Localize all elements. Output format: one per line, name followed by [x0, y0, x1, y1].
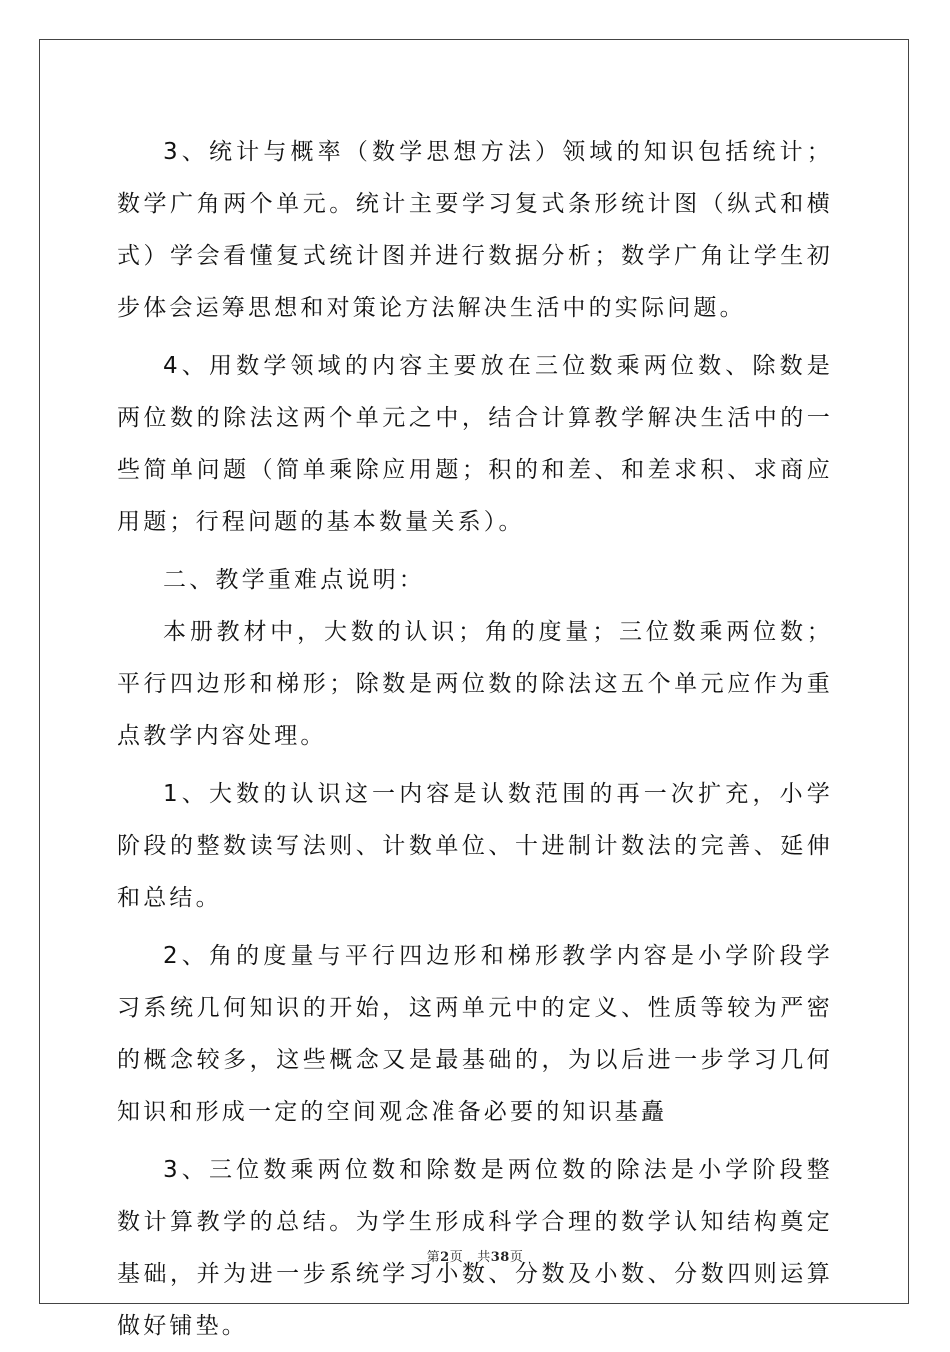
page-footer	[0, 1246, 950, 1265]
section-heading-key-points: 二、教学重难点说明：	[163, 567, 425, 593]
paragraph-large-numbers: 1、大数的认识这一内容是认数范围的再一次扩充，小学阶段的整数读写法则、计数单位、十进制计数法的完善、延伸和总结。	[117, 781, 833, 911]
page-label-suffix: 页	[449, 1250, 464, 1265]
total-pages: 38	[490, 1250, 510, 1265]
page-number: 2	[440, 1250, 450, 1265]
total-label-suffix: 页	[509, 1250, 524, 1265]
page-label-prefix: 第	[426, 1250, 441, 1265]
paragraph-multiplication-division: 3、三位数乘两位数和除数是两位数的除法是小学阶段整数计算教学的总结。为学生形成科学合理的数学认知结构奠定基础，并为进一步系统学习小数、分数及小数、分数四则运算做好铺垫。	[117, 1157, 833, 1339]
total-label-prefix: 共	[477, 1250, 491, 1265]
paragraph-applied-math: 4、用数学领域的内容主要放在三位数乘两位数、除数是两位数的除法这两个单元之中，结合计算教学解决生活中的一些简单问题（简单乘除应用题；积的和差、和差求积、求商应用题；行程问题的基本数量关系）。	[117, 353, 833, 535]
document-body	[117, 126, 833, 1352]
paragraph-angle-measurement: 2、角的度量与平行四边形和梯形教学内容是小学阶段学习系统几何知识的开始，这两单元中的定义、性质等较为严密的概念较多，这些概念又是最基础的，为以后进一步学习几何知识和形成一定的空间观念准备必要的知识基矗	[117, 943, 833, 1125]
paragraph-key-units: 本册教材中，大数的认识；角的度量；三位数乘两位数；平行四边形和梯形；除数是两位数的除法这五个单元应作为重点教学内容处理。	[117, 619, 833, 749]
paragraph-statistics: 3、统计与概率（数学思想方法）领域的知识包括统计；数学广角两个单元。统计主要学习复式条形统计图（纵式和横式）学会看懂复式统计图并进行数据分析；数学广角让学生初步体会运筹思想和对策论方法解决生活中的实际问题。	[117, 139, 833, 321]
